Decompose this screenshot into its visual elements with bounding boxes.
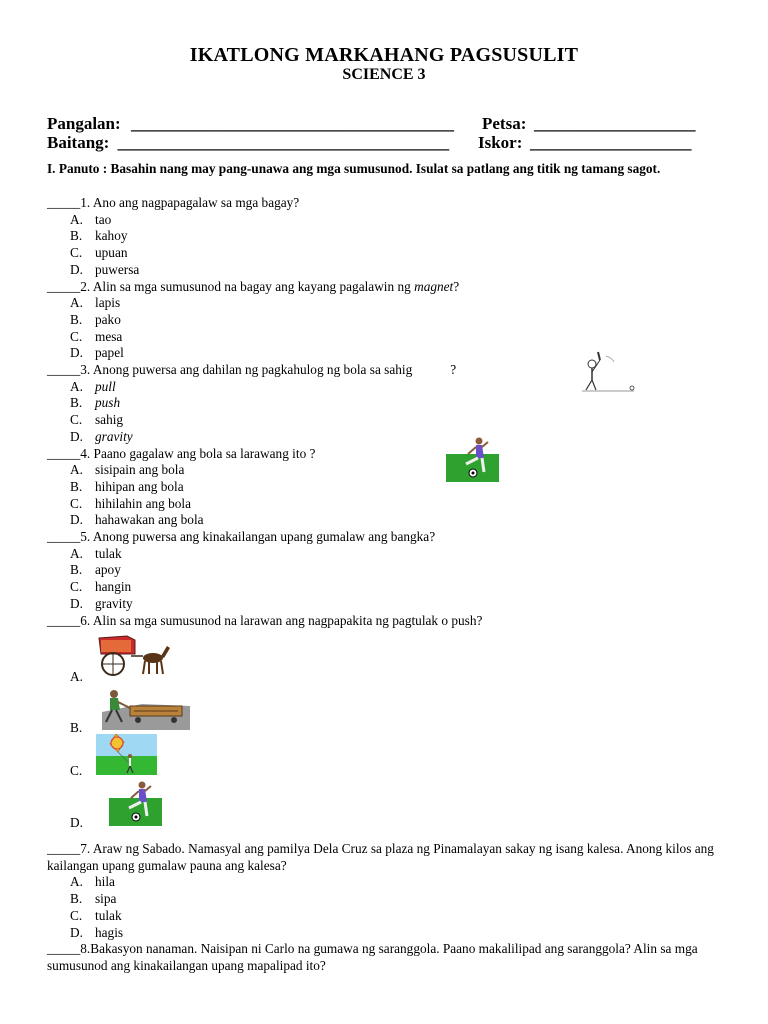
q3-option-a: A. pull (70, 378, 116, 394)
q4-option-a: A. sisipain ang bola (70, 462, 185, 478)
q1-option-b: B. kahoy (70, 228, 128, 244)
date-line: ___________________ (534, 114, 696, 133)
question-block-7-8 (47, 841, 747, 975)
q6-option-d: D. (70, 815, 83, 830)
date-label: Petsa: (482, 114, 527, 133)
q5-option-c: C. hangin (70, 579, 132, 595)
question-1: _____1. Ano ang nagpapagalaw sa mga bagay? (47, 195, 300, 210)
q3-option-d: D. gravity (70, 428, 133, 444)
question-7: _____7. Araw ng Sabado. Namasyal ang pamilya Dela Cruz sa plaza ng Pinamalayan sakay ng isang kalesa. Anong kilos ang kailangan upang gumalaw pauna ang kalesa? (47, 841, 714, 873)
question-3: _____3. Anong puwersa ang dahilan ng pagkahulog ng bola sa sahig ? (47, 362, 457, 378)
page-subtitle: SCIENCE 3 (342, 66, 426, 83)
grade-line: _______________________________________ (117, 133, 450, 152)
q1-option-c: C. upuan (70, 245, 128, 261)
grade-score-row (47, 133, 692, 153)
answer-blank: _____ (47, 278, 81, 294)
question-block-1-6 (47, 195, 747, 629)
q5-option-a: A. tulak (70, 545, 122, 561)
q4-option-c: C. hihilahin ang bola (70, 495, 192, 511)
q7-option-a: A. hila (70, 874, 115, 890)
kite-flying-image (96, 734, 157, 775)
score-line: ___________________ (530, 133, 692, 152)
q6-option-b: B. (70, 720, 83, 735)
answer-blank: _____ (47, 529, 81, 545)
q5-option-d: D. gravity (70, 595, 133, 611)
q6-option-c: C. (70, 763, 83, 778)
answer-blank: _____ (47, 445, 81, 461)
q3-option-b: B. push (70, 395, 121, 411)
instructions: I. Panuto : Basahin nang may pang-unawa ang mga sumusunod. Isulat sa patlang ang titik ng tamang sagot. (47, 161, 661, 176)
soccer-kick-image (446, 436, 499, 482)
q2-option-d: D. papel (70, 345, 124, 361)
name-label: Pangalan: (47, 114, 121, 133)
answer-blank: _____ (47, 195, 81, 210)
soccer-kick-image (109, 780, 162, 826)
question-4: _____4. Paano gagalaw ang bola sa larawang ito ? (47, 445, 316, 461)
baseball-batter-image (578, 350, 638, 394)
pushing-cart-image (102, 688, 190, 730)
q4-option-b: B. hihipan ang bola (70, 478, 184, 494)
question-8: _____8.Bakasyon nanaman. Naisipan ni Carlo na gumawa ng saranggola. Paano makalilipad ang saranggola? Alin sa mga sumusunod ang kinakailangan upang mapalipad ito? (47, 941, 698, 973)
page-title: IKATLONG MARKAHANG PAGSUSULIT (189, 44, 579, 66)
answer-blank: _____ (47, 941, 81, 957)
name-line: ______________________________________ (130, 114, 454, 133)
grade-label: Baitang: (47, 133, 110, 152)
q4-option-d: D. hahawakan ang bola (70, 512, 204, 528)
answer-blank: _____ (47, 362, 81, 378)
answer-blank: _____ (47, 841, 81, 856)
score-label: Iskor: (478, 133, 523, 152)
q3-option-c: C. sahig (70, 412, 124, 428)
q2-option-c: C. mesa (70, 328, 123, 344)
q7-option-d: D. hagis (70, 924, 124, 940)
q1-option-d: D. puwersa (70, 261, 140, 277)
answer-blank: _____ (47, 612, 81, 628)
q7-option-c: C. tulak (70, 907, 122, 923)
q6-option-a: A. (70, 669, 83, 684)
q7-option-b: B. sipa (70, 891, 117, 907)
q1-option-a: A. tao (70, 211, 112, 227)
q2-option-b: B. pako (70, 311, 121, 327)
q2-option-a: A. lapis (70, 295, 121, 311)
kalesa-horse-image (97, 634, 171, 680)
q5-option-b: B. apoy (70, 562, 121, 578)
question-6: _____6. Alin sa mga sumusunod na larawan ang nagpapakita ng pagtulak o push? (47, 612, 483, 628)
question-2: _____2. Alin sa mga sumusunod na bagay ang kayang pagalawin ng magnet? (47, 278, 460, 294)
question-5: _____5. Anong puwersa ang kinakailangan upang gumalaw ang bangka? (47, 529, 436, 545)
name-date-row (47, 114, 696, 134)
